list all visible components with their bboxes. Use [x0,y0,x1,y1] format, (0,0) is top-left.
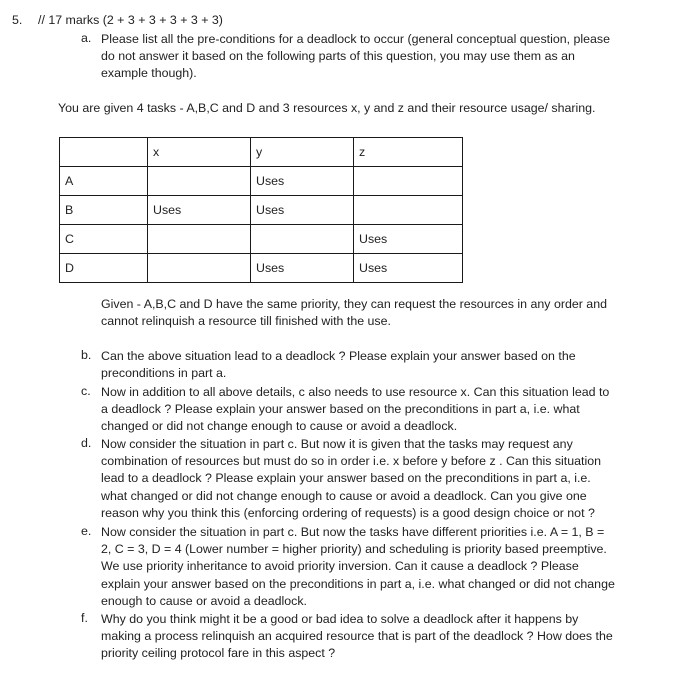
text-line: making a process relinquish an acquired resource that is part of the deadlock ? How does the [101,629,613,644]
text-line: Can the above situation lead to a deadlock ? Please explain your answer based on the [101,349,576,363]
table-cell: C [60,225,148,254]
text-line: Now consider the situation in part c. But now the tasks have different priorities i.e. A = 1, B = [101,525,605,539]
text-line: reason why you think this (enforcing ordering of requests) is a good design choice or not ? [101,505,595,520]
part-d-text [101,436,601,522]
part-e-text [101,524,615,610]
text-line: Now consider the situation in part c. But now it is given that the tasks may request any [101,437,573,451]
table-cell: B [60,196,148,225]
table-cell: Uses [251,254,354,283]
table-cell [148,254,251,283]
part-e-letter: e. [81,524,92,538]
table-cell [354,196,463,225]
table-cell: Uses [354,254,463,283]
text-line: priority ceiling protocol fare in this aspect ? [101,646,336,661]
table-cell: Uses [354,225,463,254]
text-line: 2, C = 3, D = 4 (Lower number = higher priority) and scheduling is priority based preemptive. [101,542,607,557]
text-line: do not answer it based on the following parts of this question, you may use them as an [101,49,575,64]
text-line: Please list all the pre-conditions for a deadlock to occur (general conceptual question, please [101,32,611,46]
text-line: enough to cause or avoid a deadlock. [101,593,307,608]
table-row [60,167,463,196]
table-cell [251,225,354,254]
part-f-text [101,611,613,663]
part-c-text [101,384,609,436]
text-line: explain your answer based on the preconditions in part a, i.e. what changed or did not change [101,576,615,591]
table-cell: Uses [148,196,251,225]
table-header-cell: x [148,138,251,167]
table-row [60,225,463,254]
resource-usage-table [59,137,463,283]
table-cell: A [60,167,148,196]
text-line: lead to a deadlock ? Please explain your answer based on the preconditions in part a, i.e. [101,471,591,486]
table-cell: Uses [251,167,354,196]
part-a-letter: a. [81,31,92,45]
text-line: Given - A,B,C and D have the same priority, they can request the resources in any order and [101,297,607,311]
table-cell: D [60,254,148,283]
table-row [60,196,463,225]
table-header-cell [60,138,148,167]
table-header-row [60,138,463,167]
text-line: a deadlock ? Please explain your answer based on the preconditions in part a, i.e. what [101,402,580,417]
table-header-cell: y [251,138,354,167]
part-b-letter: b. [81,348,92,362]
part-b-text [101,348,576,382]
part-f-letter: f. [81,611,88,625]
text-line: combination of resources but must do so in order i.e. x before y before z . Can this situation [101,454,602,469]
table-cell: Uses [251,196,354,225]
text-line: We use priority inheritance to avoid priority inversion. Can it cause a deadlock ? Please [101,559,579,574]
text-line: what changed or did not change enough to cause or avoid a deadlock. Can you give one [101,488,587,503]
part-d-letter: d. [81,436,92,450]
table-cell [148,225,251,254]
table-cell [148,167,251,196]
intro-text: You are given 4 tasks - A,B,C and D and 3 resources x, y and z and their resource usage/ sharing. [58,101,596,115]
question-number: 5. [12,13,23,27]
text-line: example though). [101,66,197,81]
text-line: cannot relinquish a resource till finished with the use. [101,314,391,329]
table-cell [354,167,463,196]
text-line: Now in addition to all above details, c also needs to use resource x. Can this situation lead to [101,385,610,399]
part-c-letter: c. [81,384,91,398]
part-a-text [101,31,610,83]
text-line: Why do you think might it be a good or bad idea to solve a deadlock after it happens by [101,612,579,626]
text-line: changed or did not change enough to cause or avoid a deadlock. [101,419,458,434]
table-header-cell: z [354,138,463,167]
question-marks: // 17 marks (2 + 3 + 3 + 3 + 3 + 3) [38,13,223,27]
text-line: preconditions in part a. [101,366,227,381]
table-row [60,254,463,283]
given-text [101,296,607,330]
